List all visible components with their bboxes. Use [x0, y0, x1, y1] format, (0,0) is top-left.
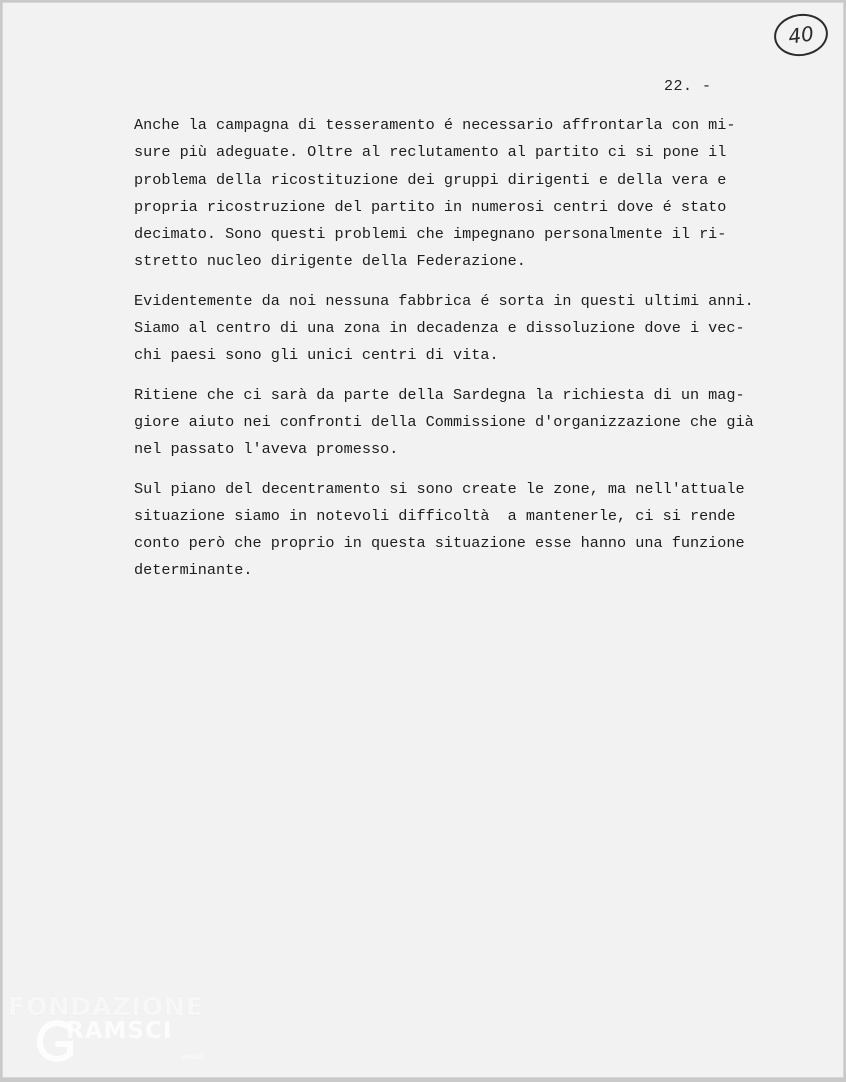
text-line: Sul piano del decentramento si sono create le zone, ma nell'attuale — [134, 479, 745, 498]
text-line: conto però che proprio in questa situazione esse hanno una funzione — [134, 534, 745, 553]
paragraph-3 — [134, 382, 824, 464]
page-number: 22. - — [664, 78, 712, 95]
circled-folio-number — [771, 10, 830, 59]
text-line: problema della ricostituzione dei gruppi dirigenti e della vera e — [134, 170, 727, 189]
paragraph-1 — [134, 112, 824, 276]
text-line: chi paesi sono gli unici centri di vita. — [134, 346, 499, 365]
logo-line-1: FONDAZIONE — [8, 992, 205, 1021]
text-line: Ritiene che ci sarà da parte della Sardegna la richiesta di un mag- — [134, 385, 745, 404]
fondazione-gramsci-logo — [8, 992, 218, 1074]
text-line: giore aiuto nei confronti della Commissione d'organizzazione che già — [134, 412, 754, 431]
text-line: Evidentemente da noi nessuna fabbrica é sorta in questi ultimi anni. — [134, 291, 754, 310]
document-page — [2, 2, 844, 1078]
text-line: nel passato l'aveva promesso. — [134, 440, 399, 459]
text-line: situazione siamo in notevoli difficoltà a mantenerle, ci si rende — [134, 506, 736, 525]
text-line: determinante. — [134, 561, 253, 580]
logo-onlus-label: onlus — [182, 1052, 204, 1061]
document-body — [134, 112, 824, 597]
paragraph-2 — [134, 288, 824, 370]
text-line: decimato. Sono questi problemi che impegnano personalmente il ri- — [134, 225, 727, 244]
text-line: sure più adeguate. Oltre al reclutamento al partito ci si pone il — [134, 143, 727, 162]
text-line: Anche la campagna di tesseramento é necessario affrontarla con mi- — [134, 116, 736, 134]
text-line: Siamo al centro di una zona in decadenza e dissoluzione dove i vec- — [134, 319, 745, 338]
text-line: stretto nucleo dirigente della Federazione. — [134, 252, 526, 271]
logo-line-2: RAMSCI — [66, 1018, 173, 1044]
circled-folio-text: 40 — [786, 21, 816, 49]
text-line: propria ricostruzione del partito in numerosi centri dove é stato — [134, 197, 727, 216]
paragraph-4 — [134, 476, 824, 585]
